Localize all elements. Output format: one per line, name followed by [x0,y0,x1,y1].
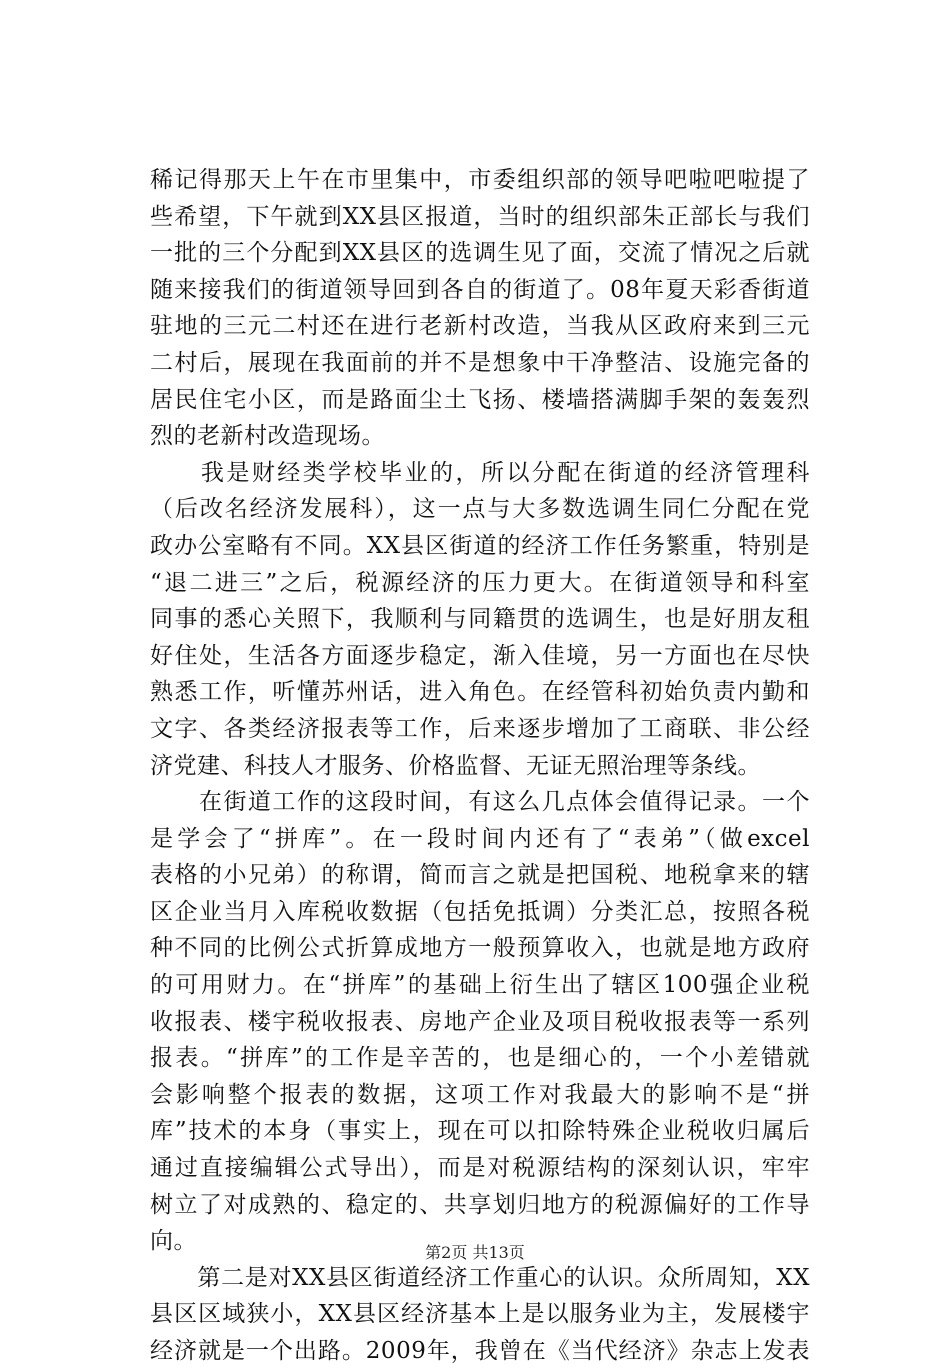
text-line: 我是财经类学校毕业的，所以分配在街道的经济管理科 [150,459,810,486]
text-line: 烈的老新村改造现场。 [150,423,385,450]
text-line: 种不同的比例公式折算成地方一般预算收入，也就是地方政府 [150,935,810,962]
text-line: 随来接我们的街道领导回到各自的街道了。08年夏天彩香街道 [150,276,810,303]
text-line: 在街道工作的这段时间，有这么几点体会值得记录。一个 [150,789,810,816]
text-line: 收报表、楼宇税收报表、房地产企业及项目税收报表等一系列 [150,1008,810,1035]
text-line: 文字、各类经济报表等工作，后来逐步增加了工商联、非公经 [150,715,810,742]
text-line: 树立了对成熟的、稳定的、共享划归地方的税源偏好的工作导 [150,1191,810,1218]
text-line: 的可用财力。在“拼库”的基础上衍生出了辖区100强企业税 [150,972,810,999]
text-line: 县区区域狭小，XX县区经济基本上是以服务业为主，发展楼宇 [150,1301,810,1328]
text-line: 居民住宅小区，而是路面尘土飞扬、楼墙搭满脚手架的轰轰烈 [150,386,810,413]
text-line: 会影响整个报表的数据，这项工作对我最大的影响不是“拼 [150,1081,810,1108]
text-line: 政办公室略有不同。XX县区街道的经济工作任务繁重，特别是 [150,532,810,559]
text-line: 一批的三个分配到XX县区的选调生见了面，交流了情况之后就 [150,240,810,267]
text-line: 熟悉工作，听懂苏州话，进入角色。在经管科初始负责内勤和 [150,679,810,706]
text-line: 通过直接编辑公式导出），而是对税源结构的深刻认识，牢牢 [150,1155,810,1182]
text-line: 第二是对XX县区街道经济工作重心的认识。众所周知，XX [150,1264,810,1291]
text-line: 表格的小兄弟）的称谓，简而言之就是把国税、地税拿来的辖 [150,862,810,889]
text-line: 区企业当月入库税收数据（包括免抵调）分类汇总，按照各税 [150,898,810,925]
text-line: 是学会了“拼库”。在一段时间内还有了“表弟”（做excel [150,825,810,852]
page-number-footer: 第2页 共13页 [425,1243,525,1262]
text-line: 好住处，生活各方面逐步稳定，渐入佳境，另一方面也在尽快 [150,642,810,669]
text-line: 经济就是一个出路。2009年，我曾在《当代经济》杂志上发表 [150,1338,810,1364]
text-line: 报表。“拼库”的工作是辛苦的，也是细心的，一个小差错就 [150,1045,810,1072]
body-text [150,162,810,1370]
text-line: “退二进三”之后，税源经济的压力更大。在街道领导和科室 [150,569,810,596]
text-line: 济党建、科技人才服务、价格监督、无证无照治理等条线。 [150,752,761,779]
text-line: 库”技术的本身（事实上，现在可以扣除特殊企业税收归属后 [150,1118,810,1145]
text-line: 向。 [150,1228,197,1255]
text-line: 二村后，展现在我面前的并不是想象中干净整洁、设施完备的 [150,349,810,376]
text-line: （后改名经济发展科），这一点与大多数选调生同仁分配在党 [150,496,810,523]
text-line: 稀记得那天上午在市里集中，市委组织部的领导吧啦吧啦提了 [150,167,810,193]
text-line: 同事的悉心关照下，我顺利与同籍贯的选调生，也是好朋友租 [150,606,810,633]
text-line: 些希望，下午就到XX县区报道，当时的组织部朱正部长与我们 [150,203,810,230]
text-line: 驻地的三元二村还在进行老新村改造，当我从区政府来到三元 [150,313,810,340]
